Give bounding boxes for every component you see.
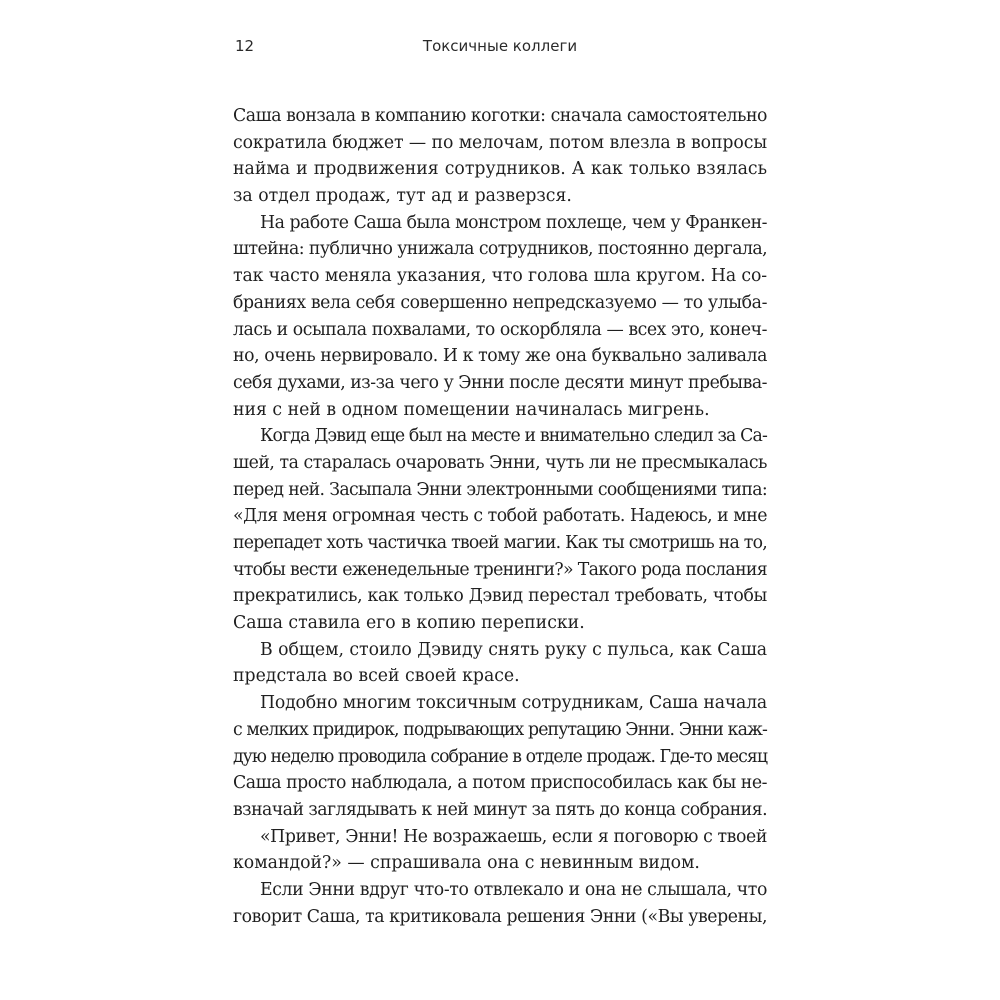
text-line: лась и осыпала похвалами, то оскорбляла — всех это, конеч- bbox=[233, 319, 768, 340]
running-title: Токсичные коллеги bbox=[422, 37, 578, 55]
text-line: себя духами, из-за чего у Энни после десяти минут пребыва- bbox=[233, 372, 768, 393]
text-line: ния с ней в одном помещении начиналась мигрень. bbox=[233, 399, 710, 420]
text-line: штейна: публично унижала сотрудников, постоянно дергала, bbox=[233, 239, 768, 260]
paragraph bbox=[233, 637, 767, 690]
text-line: Саша вонзала в компанию коготки: сначала самостоятельно bbox=[233, 106, 768, 126]
text-line: командой?» — спрашивала она с невинным видом. bbox=[233, 853, 700, 874]
paragraph bbox=[233, 824, 767, 877]
text-line: На работе Саша была монстром похлеще, чем у Франкен- bbox=[260, 212, 768, 233]
text-line: перед ней. Засыпала Энни электронными сообщениями типа: bbox=[233, 479, 768, 500]
text-line: с мелких придирок, подрывающих репутацию Энни. Энни каж- bbox=[233, 719, 767, 740]
text-line: шей, та старалась очаровать Энни, чуть ли не пресмыкалась bbox=[233, 452, 767, 473]
text-line: чтобы вести еженедельные тренинги?» Такого рода послания bbox=[233, 559, 767, 580]
text-line: но, очень нервировало. И к тому же она буквально заливала bbox=[233, 346, 767, 367]
text-line: браниях вела себя совершенно непредсказуемо — то улыба- bbox=[233, 292, 768, 313]
text-line: взначай заглядывать к ней минут за пять до конца собрания. bbox=[233, 799, 768, 820]
paragraph bbox=[233, 210, 767, 424]
text-line: В общем, стоило Дэвиду снять руку с пульса, как Саша bbox=[260, 639, 767, 660]
text-line: Если Энни вдруг что-то отвлекало и она не слышала, что bbox=[260, 879, 767, 900]
text-line: «Привет, Энни! Не возражаешь, если я поговорю с твоей bbox=[260, 826, 767, 847]
paragraph bbox=[233, 423, 767, 637]
text-line: перепадет хоть частичка твоей магии. Как ты смотришь на то, bbox=[233, 533, 767, 553]
text-line: Саша просто наблюдала, а потом приспособилась как бы не- bbox=[233, 773, 767, 794]
text-line: так часто меняла указания, что голова шла кругом. На со- bbox=[233, 266, 767, 287]
text-line: Подобно многим токсичным сотрудникам, Саша начала bbox=[260, 693, 768, 714]
paragraph bbox=[233, 877, 767, 930]
running-head bbox=[233, 33, 767, 61]
text-line: Саша ставила его в копию переписки. bbox=[233, 613, 585, 634]
paragraph bbox=[233, 690, 767, 823]
text-line: прекратились, как только Дэвид перестал требовать, чтобы bbox=[233, 586, 768, 607]
body-text bbox=[233, 103, 767, 930]
text-line: Когда Дэвид еще был на месте и внимательно следил за Са- bbox=[260, 426, 767, 447]
text-line: дую неделю проводила собрание в отделе продаж. Где-то месяц bbox=[233, 746, 767, 767]
text-line: за отдел продаж, тут ад и разверзся. bbox=[233, 186, 572, 207]
text-line: найма и продвижения сотрудников. А как только взялась bbox=[233, 159, 767, 180]
text-line: сократила бюджет — по мелочам, потом влезла в вопросы bbox=[233, 132, 767, 153]
text-line: предстала во всей своей красе. bbox=[233, 666, 520, 687]
text-line: «Для меня огромная честь с тобой работать. Надеюсь, и мне bbox=[233, 506, 768, 527]
text-line: говорит Саша, та критиковала решения Энни («Вы уверены, bbox=[233, 906, 768, 927]
page-number: 12 bbox=[235, 37, 255, 55]
paragraph bbox=[233, 103, 767, 210]
